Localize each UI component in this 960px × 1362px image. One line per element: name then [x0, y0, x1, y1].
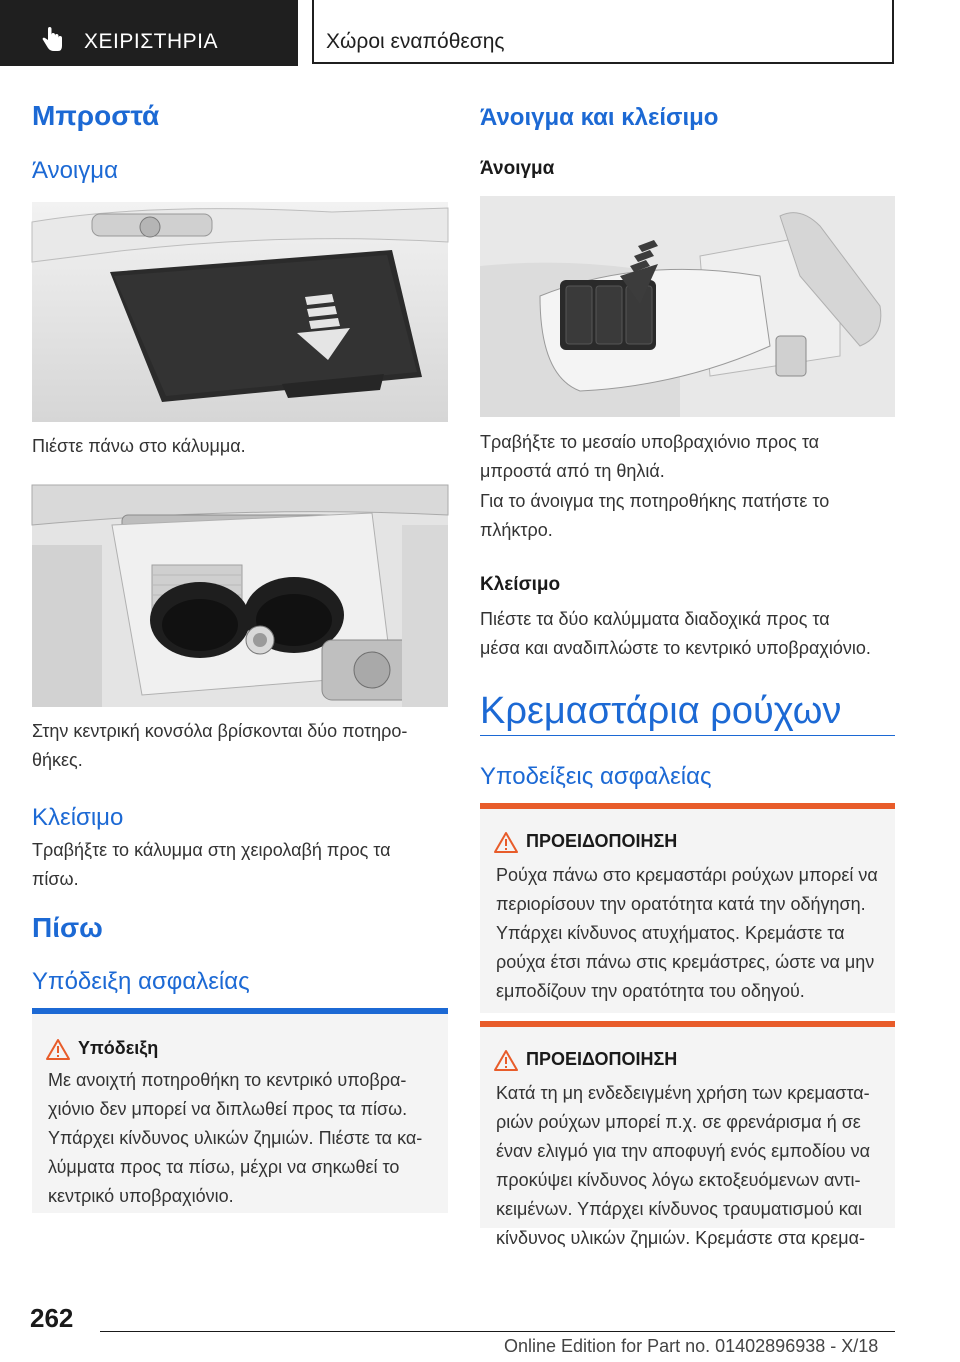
hand-pointer-icon	[40, 27, 64, 53]
warning-triangle-icon	[46, 1038, 70, 1060]
subheading-close: Κλείσιμο	[32, 804, 124, 831]
warning-text: Ρούχα πάνω στο κρεμαστάρι ρούχων μπορεί να περιορίσουν την ορατότητα κατά την οδήγηση. Υπάρχει κίνδυνος ατυχήματος. Κρεμάστε τα ρούχα έτσι πάνω στις κρεμάστρες, ώστε να μην εμποδίζουν την ορατότητα του οδηγού.	[496, 865, 878, 1001]
warning-box-1	[480, 803, 895, 1013]
note-label: Υπόδειξη	[78, 1038, 159, 1058]
subheading-safety-hangers: Υποδείξεις ασφαλείας	[480, 763, 712, 790]
heading-front: Μπροστά	[32, 100, 160, 131]
section-title: ΧΕΙΡΙΣΤΗΡΙΑ	[84, 30, 219, 53]
warning-triangle-icon	[494, 831, 518, 853]
section-tab[interactable]	[0, 0, 298, 66]
warning-triangle-icon	[494, 1049, 518, 1071]
chapter-tab[interactable]	[312, 0, 894, 64]
photo-cupholders	[32, 485, 448, 707]
open-text-1: Τραβήξτε το μεσαίο υποβραχιόνιο προς τα μπροστά από τη θηλιά.	[480, 432, 820, 481]
subheading-open: Άνοιγμα	[32, 157, 118, 184]
warning-accent-bar	[480, 803, 895, 809]
page-number: 262	[30, 1303, 74, 1333]
close-text-rear: Πιέστε τα δύο καλύμματα διαδοχικά προς τα μέσα και αναδιπλώστε το κεντρικό υποβραχιόνιο.	[480, 609, 871, 658]
footer-edition: Online Edition for Part no. 01402896938 - X/18	[504, 1336, 879, 1356]
photo-rear-armrest	[480, 196, 895, 417]
note-accent-bar	[32, 1008, 448, 1014]
warning-text: Κατά τη μη ενδεδειγμένη χρήση των κρεμαστα- ριών ρούχων μπορεί π.χ. σε φρενάρισμα ή σε έναν ελιγμό για την αποφυγή ενός εμποδίου να προκύψει κίνδυνος λόγω εκτοξευόμενων αντι- κειμένων. Υπάρχει κίνδυνος τραυματισμού και κίνδυνος υλικών ζημιών. Κρεμάστε στα κρεμα-	[496, 1083, 871, 1248]
warning-label: ΠΡΟΕΙΔΟΠΟΙΗΣΗ	[526, 831, 678, 851]
note-text: Με ανοιχτή ποτηροθήκη το κεντρικό υποβρα- χιόνιο δεν μπορεί να διπλωθεί προς τα πίσω. Υπάρχει κίνδυνος υλικών ζημιών. Πιέστε τα κα- λύμματα προς τα πίσω, μέχρι να σηκωθεί το κεντρικό υποβραχιόνιο.	[48, 1070, 423, 1206]
warning-box-2	[480, 1021, 895, 1248]
section-title-hangers: Κρεμαστάρια ρούχων	[480, 690, 842, 732]
warning-label: ΠΡΟΕΙΔΟΠΟΙΗΣΗ	[526, 1049, 678, 1069]
photo-console-cover	[32, 202, 448, 422]
heading-open-close: Άνοιγμα και κλείσιμο	[480, 104, 719, 131]
footer-divider	[100, 1331, 895, 1332]
warning-accent-bar	[480, 1021, 895, 1027]
caption-press: Πιέστε πάνω στο κάλυμμα.	[32, 436, 246, 456]
chapter-title: Χώροι εναπόθεσης	[326, 30, 505, 53]
subheading-close-rear: Κλείσιμο	[480, 574, 561, 595]
close-instructions: Τραβήξτε το κάλυμμα στη χειρολαβή προς τα πίσω.	[32, 840, 391, 889]
subheading-open-rear: Άνοιγμα	[480, 158, 555, 179]
heading-rear: Πίσω	[32, 912, 103, 943]
note-box	[32, 1008, 448, 1213]
caption-cupholders: Στην κεντρική κονσόλα βρίσκονται δύο ποτηρο- θήκες.	[32, 721, 408, 770]
page-header	[0, 0, 960, 66]
subheading-safety: Υπόδειξη ασφαλείας	[32, 968, 250, 995]
section-divider	[480, 735, 895, 736]
open-text-2: Για το άνοιγμα της ποτηροθήκης πατήστε το πλήκτρο.	[480, 491, 830, 540]
